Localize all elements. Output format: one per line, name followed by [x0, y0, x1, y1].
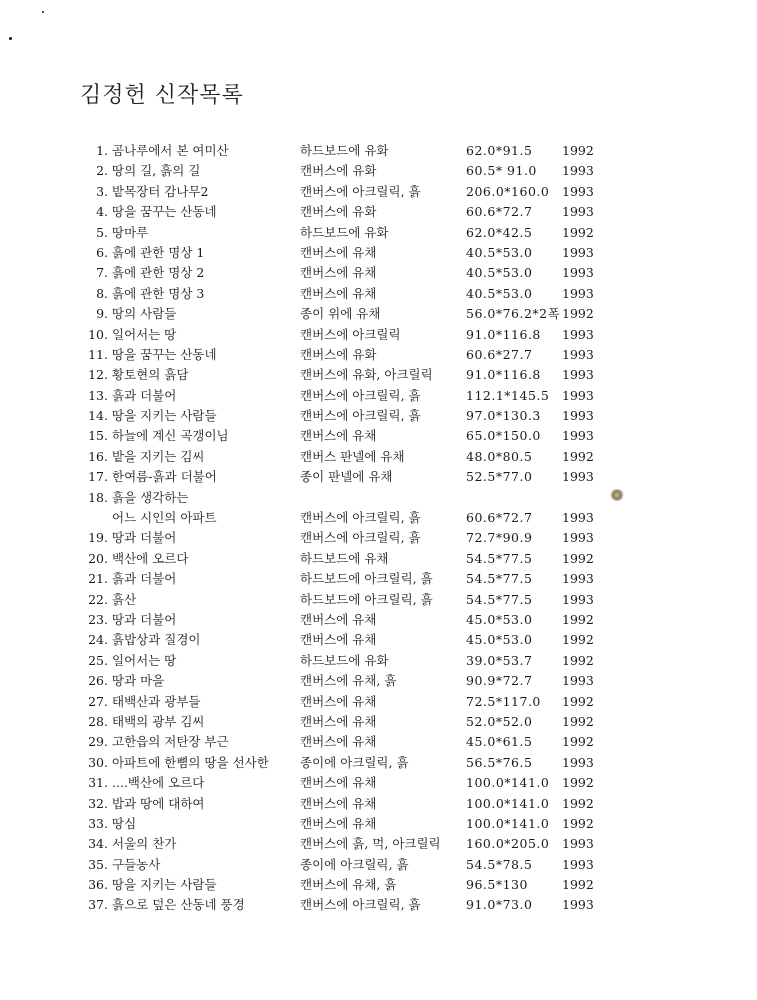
work-title: 태백의 광부 김씨: [112, 713, 205, 729]
work-medium: 캔버스에 유채: [300, 713, 377, 729]
work-year: 1992: [562, 306, 594, 322]
work-size: 45.0*53.0: [466, 632, 533, 648]
work-number: 24.: [88, 632, 108, 648]
work-size: 39.0*53.7: [466, 652, 533, 668]
work-year: 1993: [562, 591, 594, 607]
work-year: 1992: [562, 632, 594, 648]
work-year: 1993: [562, 571, 594, 587]
work-medium: 캔버스에 흙, 먹, 아크릴릭: [300, 836, 441, 852]
list-item: [0, 263, 757, 283]
work-title: 흙에 관한 명상 3: [112, 285, 205, 301]
work-medium: 종이 위에 유채: [300, 306, 381, 322]
work-size: 56.5*76.5: [466, 754, 533, 770]
work-size: 45.0*61.5: [466, 734, 533, 750]
work-title: 흙에 관한 명상 2: [112, 265, 205, 281]
work-year: 1992: [562, 611, 594, 627]
work-year: 1992: [562, 224, 594, 240]
work-medium: 캔버스에 유채: [300, 244, 377, 260]
work-medium: 캔버스에 유채: [300, 693, 377, 709]
work-title: 황토현의 흙담: [112, 367, 189, 383]
work-number: 3.: [96, 183, 108, 199]
work-size: 62.0*91.5: [466, 143, 533, 158]
work-medium: 캔버스에 유화: [300, 204, 377, 220]
list-item: [0, 590, 757, 610]
work-number: 30.: [88, 754, 108, 770]
work-year: 1993: [562, 754, 594, 770]
work-size: 100.0*141.0: [466, 795, 550, 811]
work-title: 땅과 더불어: [112, 530, 177, 546]
work-title: 곰나루에서 본 여미산: [112, 143, 229, 158]
work-size: 54.5*77.5: [466, 571, 533, 587]
work-number: 32.: [88, 795, 108, 811]
list-item: [0, 365, 757, 385]
list-item: [0, 243, 757, 263]
work-year: 1993: [562, 469, 594, 485]
list-item: [0, 202, 757, 222]
work-size: 54.5*77.5: [466, 591, 533, 607]
work-year: 1993: [562, 183, 594, 199]
list-item: [0, 467, 757, 487]
work-medium: 캔버스에 유화, 아크릴릭: [300, 367, 433, 383]
work-medium: 캔버스에 아크릴릭, 흙: [300, 510, 421, 526]
work-size: 91.0*73.0: [466, 897, 533, 913]
work-number: 22.: [88, 591, 108, 607]
work-title: 땅의 길, 흙의 길: [112, 163, 201, 179]
work-medium: 캔버스 판넬에 유채: [300, 448, 405, 464]
work-number: 31.: [88, 775, 108, 791]
work-title: 흙산: [112, 591, 137, 607]
work-medium: 종이에 아크릴릭, 흙: [300, 856, 409, 872]
work-medium: 캔버스에 유채: [300, 285, 377, 301]
work-medium: 캔버스에 유채, 흙: [300, 673, 397, 689]
scan-speck-1: [42, 11, 44, 13]
list-item: [0, 182, 757, 202]
work-size: 65.0*150.0: [466, 428, 541, 444]
work-year: 1993: [562, 408, 594, 424]
work-medium: 하드보드에 아크릴릭, 흙: [300, 571, 433, 587]
work-size: 100.0*141.0: [466, 815, 550, 831]
list-item: [0, 406, 757, 426]
list-item: [0, 834, 757, 854]
work-title: ....백산에 오르다: [112, 775, 205, 791]
work-title: 흙을 생각하는: [112, 489, 189, 505]
work-size: 54.5*78.5: [466, 856, 533, 872]
list-item: [0, 161, 757, 181]
work-size: 72.5*117.0: [466, 693, 541, 709]
work-title: 밭목장터 감나무2: [112, 183, 209, 199]
list-item: [0, 895, 757, 915]
work-size: 91.0*116.8: [466, 326, 541, 342]
work-year: 1993: [562, 326, 594, 342]
work-number: 13.: [88, 387, 108, 403]
work-number: 15.: [88, 428, 108, 444]
work-title: 흙과 더불어: [112, 571, 177, 587]
work-number: 27.: [88, 693, 108, 709]
work-number: 35.: [88, 856, 108, 872]
work-title: 땅심: [112, 815, 137, 831]
work-title: 아파트에 한뼘의 땅을 선사한: [112, 754, 269, 770]
list-item: [0, 692, 757, 712]
work-medium: 캔버스에 아크릴릭, 흙: [300, 530, 421, 546]
work-title: 땅과 더불어: [112, 611, 177, 627]
work-year: 1993: [562, 204, 594, 220]
work-year: 1992: [562, 795, 594, 811]
work-medium: 캔버스에 유채: [300, 265, 377, 281]
work-number: 28.: [88, 713, 108, 729]
work-year: 1993: [562, 530, 594, 546]
work-medium: 캔버스에 유채: [300, 428, 377, 444]
work-medium: 캔버스에 아크릴릭, 흙: [300, 897, 421, 913]
work-number: 23.: [88, 611, 108, 627]
work-title: 일어서는 땅: [112, 652, 177, 668]
work-size: 60.5* 91.0: [466, 163, 537, 179]
work-number: 16.: [88, 448, 108, 464]
work-medium: 종이 판넬에 유채: [300, 469, 393, 485]
work-size: 97.0*130.3: [466, 408, 541, 424]
work-medium: 캔버스에 유채: [300, 611, 377, 627]
list-item: [0, 488, 757, 508]
work-year: 1993: [562, 673, 594, 689]
work-size: 206.0*160.0: [466, 183, 550, 199]
work-medium: 하드보드에 아크릴릭, 흙: [300, 591, 433, 607]
list-item: [0, 345, 757, 365]
list-item: [0, 753, 757, 773]
work-number: 4.: [96, 204, 108, 220]
work-medium: 캔버스에 유화: [300, 346, 377, 362]
list-item: [0, 569, 757, 589]
work-medium: 하드보드에 유채: [300, 550, 389, 566]
work-title: 일어서는 땅: [112, 326, 177, 342]
list-item: [0, 386, 757, 406]
work-number: 14.: [88, 408, 108, 424]
work-title: 하늘에 계신 곡갱이님: [112, 428, 229, 444]
list-item: [0, 223, 757, 243]
work-number: 1.: [96, 143, 108, 158]
work-year: 1993: [562, 387, 594, 403]
work-year: 1992: [562, 448, 594, 464]
paper-stain: [610, 489, 624, 501]
work-number: 37.: [88, 897, 108, 913]
work-year: 1992: [562, 550, 594, 566]
list-item: [0, 508, 757, 528]
work-medium: 하드보드에 유화: [300, 652, 389, 668]
work-number: 25.: [88, 652, 108, 668]
work-medium: 캔버스에 아크릴릭, 흙: [300, 183, 421, 199]
work-year: 1993: [562, 244, 594, 260]
list-item: [0, 447, 757, 467]
work-number: 18.: [88, 489, 108, 505]
work-number: 33.: [88, 815, 108, 831]
work-size: 60.6*72.7: [466, 510, 533, 526]
work-year: 1993: [562, 510, 594, 526]
work-title: 땅을 꿈꾸는 산동네: [112, 346, 217, 362]
work-year: 1993: [562, 265, 594, 281]
work-year: 1993: [562, 285, 594, 301]
work-medium: 캔버스에 유채: [300, 632, 377, 648]
work-number: 7.: [96, 265, 108, 281]
work-number: 2.: [96, 163, 108, 179]
work-size: 45.0*53.0: [466, 611, 533, 627]
work-year: 1993: [562, 836, 594, 852]
work-year: 1993: [562, 897, 594, 913]
list-item: [0, 875, 757, 895]
list-item: [0, 426, 757, 446]
scan-speck-2: [9, 37, 12, 40]
work-year: 1992: [562, 734, 594, 750]
work-size: 91.0*116.8: [466, 367, 541, 383]
works-list: [0, 141, 757, 916]
work-size: 40.5*53.0: [466, 285, 533, 301]
work-medium: 캔버스에 유화: [300, 163, 377, 179]
work-size: 90.9*72.7: [466, 673, 533, 689]
work-title: 어느 시인의 아파트: [112, 510, 217, 526]
list-item: [0, 855, 757, 875]
work-number: 26.: [88, 673, 108, 689]
work-year: 1992: [562, 877, 594, 893]
work-size: 40.5*53.0: [466, 244, 533, 260]
work-number: 20.: [88, 550, 108, 566]
list-item: [0, 528, 757, 548]
work-title: 백산에 오르다: [112, 550, 189, 566]
list-item: [0, 630, 757, 650]
work-size: 56.0*76.2*2폭: [466, 306, 561, 322]
work-title: 서울의 찬가: [112, 836, 177, 852]
work-title: 한여름-흙과 더불어: [112, 469, 217, 485]
work-medium: 캔버스에 아크릴릭, 흙: [300, 387, 421, 403]
work-title: 흙에 관한 명상 1: [112, 244, 205, 260]
work-year: 1992: [562, 775, 594, 791]
work-size: 48.0*80.5: [466, 448, 533, 464]
work-size: 72.7*90.9: [466, 530, 533, 546]
work-medium: 캔버스에 아크릴릭, 흙: [300, 408, 421, 424]
list-item: [0, 141, 757, 161]
list-item: [0, 284, 757, 304]
work-size: 112.1*145.5: [466, 387, 550, 403]
work-title: 흙밥상과 질경이: [112, 632, 201, 648]
work-number: 8.: [96, 285, 108, 301]
work-number: 11.: [88, 346, 108, 362]
work-medium: 캔버스에 유채: [300, 734, 377, 750]
work-size: 52.5*77.0: [466, 469, 533, 485]
work-title: 땅마루: [112, 224, 149, 240]
work-title: 흙으로 덮은 산동네 풍경: [112, 897, 245, 913]
work-number: 19.: [88, 530, 108, 546]
work-size: 60.6*27.7: [466, 346, 533, 362]
work-size: 52.0*52.0: [466, 713, 533, 729]
work-number: 34.: [88, 836, 108, 852]
work-size: 62.0*42.5: [466, 224, 533, 240]
work-medium: 종이에 아크릴릭, 흙: [300, 754, 409, 770]
work-year: 1992: [562, 815, 594, 831]
work-medium: 캔버스에 아크릴릭: [300, 326, 401, 342]
list-item: [0, 304, 757, 324]
list-item: [0, 814, 757, 834]
work-title: 땅과 마을: [112, 673, 165, 689]
work-title: 땅의 사람들: [112, 306, 177, 322]
list-item: [0, 549, 757, 569]
work-title: 구들농사: [112, 856, 161, 872]
work-year: 1992: [562, 693, 594, 709]
list-item: [0, 712, 757, 732]
work-number: 21.: [88, 571, 108, 587]
work-year: 1992: [562, 652, 594, 668]
work-number: 17.: [88, 469, 108, 485]
work-title: 땅을 지키는 사람들: [112, 877, 217, 893]
list-item: [0, 325, 757, 345]
work-year: 1993: [562, 346, 594, 362]
work-medium: 캔버스에 유채: [300, 815, 377, 831]
work-title: 흙과 더불어: [112, 387, 177, 403]
work-year: 1992: [562, 713, 594, 729]
work-title: 밥과 땅에 대하여: [112, 795, 205, 811]
work-size: 40.5*53.0: [466, 265, 533, 281]
work-size: 100.0*141.0: [466, 775, 550, 791]
work-number: 10.: [88, 326, 108, 342]
work-number: 29.: [88, 734, 108, 750]
work-medium: 하드보드에 유화: [300, 143, 389, 158]
page-title: 김정헌 신작목록: [80, 83, 244, 108]
work-medium: 캔버스에 유채: [300, 775, 377, 791]
work-title: 태백산과 광부들: [112, 693, 201, 709]
work-year: 1993: [562, 367, 594, 383]
work-number: 12.: [88, 367, 108, 383]
work-medium: 하드보드에 유화: [300, 224, 389, 240]
work-medium: 캔버스에 유채, 흙: [300, 877, 397, 893]
work-year: 1993: [562, 163, 594, 179]
list-item: [0, 671, 757, 691]
work-size: 160.0*205.0: [466, 836, 550, 852]
work-size: 60.6*72.7: [466, 204, 533, 220]
list-item: [0, 794, 757, 814]
work-year: 1993: [562, 428, 594, 444]
work-size: 96.5*130: [466, 877, 528, 893]
work-number: 5.: [96, 224, 108, 240]
list-item: [0, 651, 757, 671]
work-year: 1993: [562, 856, 594, 872]
work-number: 36.: [88, 877, 108, 893]
work-title: 땅을 꿈꾸는 산동네: [112, 204, 217, 220]
work-title: 고한읍의 저탄장 부근: [112, 734, 229, 750]
work-title: 땅을 지키는 사람들: [112, 408, 217, 424]
work-medium: 캔버스에 유채: [300, 795, 377, 811]
list-item: [0, 732, 757, 752]
work-size: 54.5*77.5: [466, 550, 533, 566]
work-year: 1992: [562, 143, 594, 158]
work-number: 9.: [96, 306, 108, 322]
list-item: [0, 610, 757, 630]
list-item: [0, 773, 757, 793]
work-title: 밭을 지키는 김씨: [112, 448, 205, 464]
work-number: 6.: [96, 244, 108, 260]
